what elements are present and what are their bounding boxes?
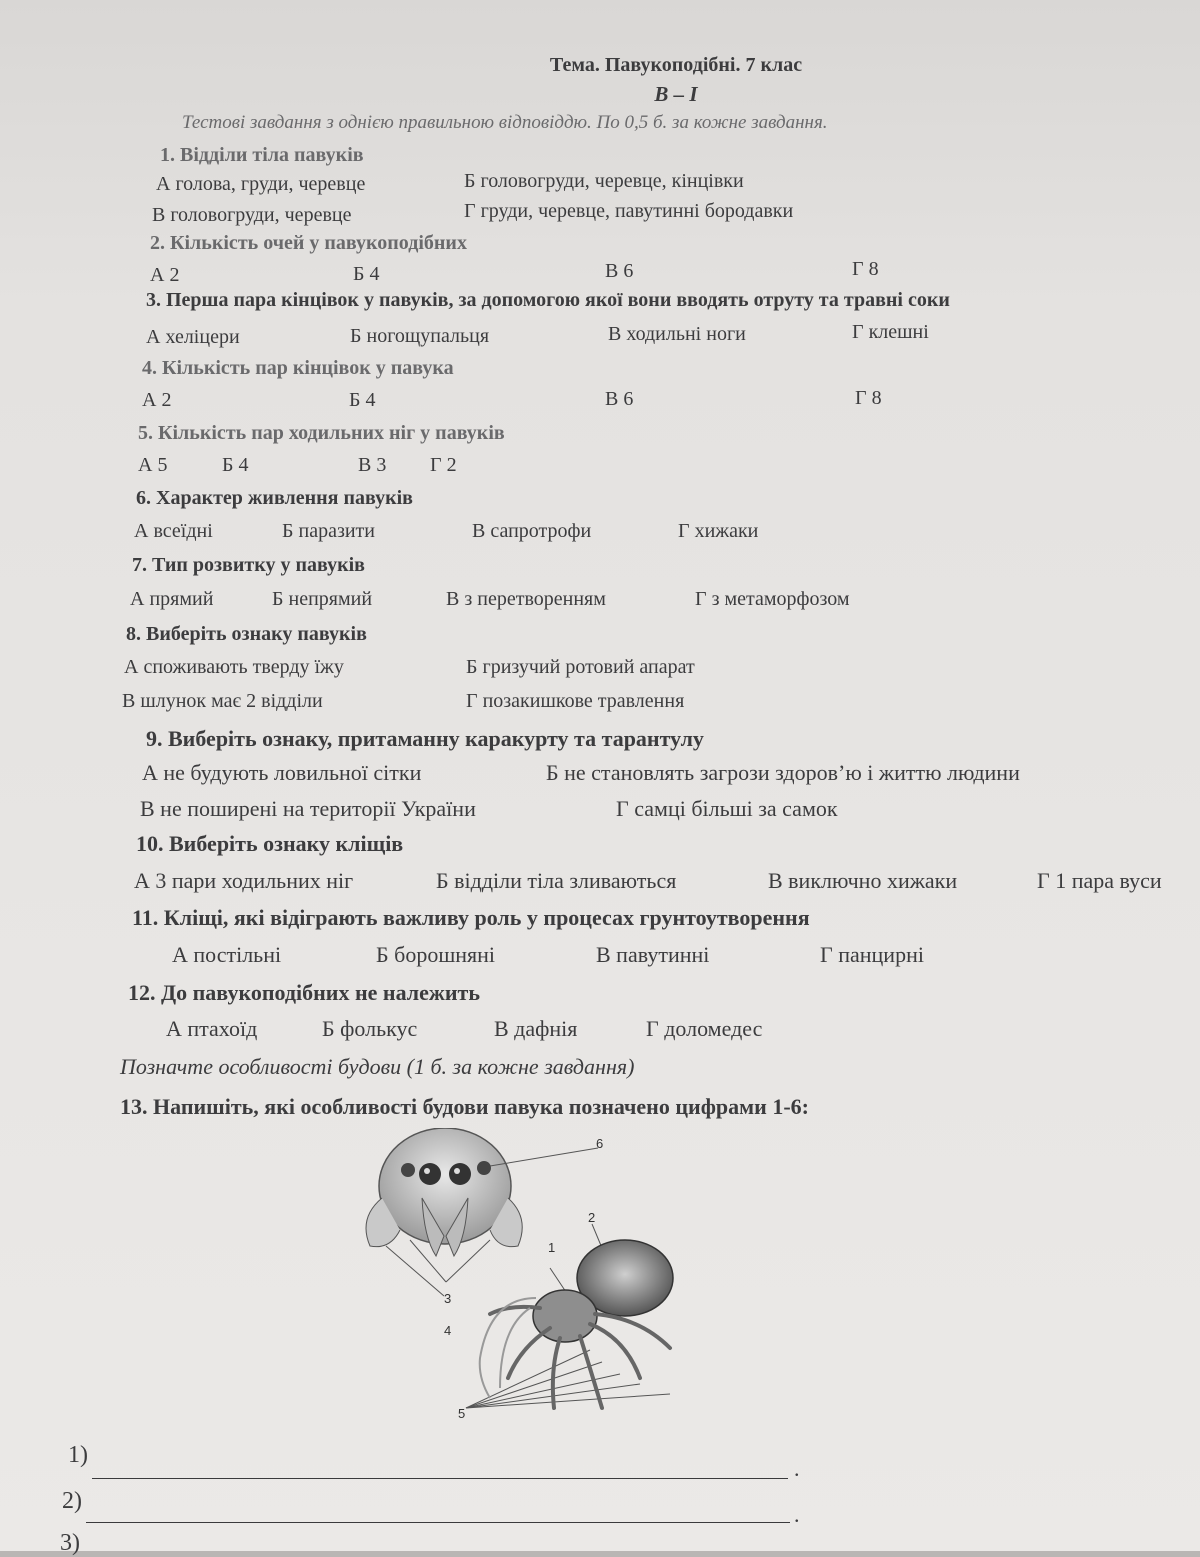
q9-option-a: А не будують ловильної сітки xyxy=(142,760,422,785)
answer-line-2[interactable] xyxy=(86,1522,790,1523)
q10-option-a: А 3 пари ходильних ніг xyxy=(134,868,354,893)
question-4: 4. Кількість пар кінцівок у павука xyxy=(142,357,454,379)
q7-option-c: В з перетворенням xyxy=(446,588,606,610)
answer-label-1: 1) xyxy=(68,1442,88,1468)
figure-label-1: 1 xyxy=(548,1240,556,1255)
q3-option-b: Б ногощупальця xyxy=(350,325,490,347)
q6-option-a: А всеїдні xyxy=(134,520,213,542)
figure-label-6: 6 xyxy=(596,1136,604,1151)
q6-option-c: В сапротрофи xyxy=(472,520,592,542)
q5-option-a: А 5 xyxy=(138,454,168,476)
q1-option-a: А голова, груди, черевце xyxy=(156,173,366,195)
question-3: 3. Перша пара кінцівок у павуків, за допомогою якої вони вводять отруту та травні соки xyxy=(146,289,950,311)
question-6: 6. Характер живлення павуків xyxy=(136,487,413,509)
answer-line-1[interactable] xyxy=(92,1478,788,1479)
variant-label: В – І xyxy=(654,82,698,106)
question-12: 12. До павукоподібних не належить xyxy=(128,980,480,1005)
q12-option-c: В дафнія xyxy=(494,1016,578,1041)
q7-option-d: Г з метаморфозом xyxy=(695,588,850,610)
q11-option-a: А постільні xyxy=(172,942,282,967)
answer-label-2: 2) xyxy=(62,1488,82,1514)
q8-option-a: А споживають тверду їжу xyxy=(124,656,344,678)
q5-option-c: В 3 xyxy=(358,454,387,476)
q1-option-d: Г груди, черевце, павутинні бородавки xyxy=(464,200,794,222)
q2-option-a: А 2 xyxy=(150,264,180,286)
q4-option-c: В 6 xyxy=(605,388,634,410)
q1-option-b: Б головогруди, черевце, кінцівки xyxy=(464,170,744,192)
q12-option-d: Г доломедес xyxy=(646,1016,763,1041)
question-7: 7. Тип розвитку у павуків xyxy=(132,554,365,576)
q8-option-d: Г позакишкове травлення xyxy=(466,690,685,712)
question-11: 11. Кліщі, які відіграють важливу роль у процесах грунтоутворення xyxy=(132,905,810,930)
q2-option-b: Б 4 xyxy=(353,263,380,285)
answer-line-1-end: . xyxy=(794,1456,800,1481)
q10-option-d: Г 1 пара вуси xyxy=(1037,868,1162,893)
spider-head-front-view xyxy=(366,1128,522,1256)
answer-line-2-end: . xyxy=(794,1502,800,1527)
q10-option-b: Б відділи тіла зливаються xyxy=(436,868,677,893)
q2-option-d: Г 8 xyxy=(852,258,879,280)
q11-option-c: В павутинні xyxy=(596,942,710,967)
q2-option-c: В 6 xyxy=(605,260,634,282)
q11-option-d: Г панцирні xyxy=(820,942,924,967)
figure-label-5: 5 xyxy=(458,1406,466,1421)
q10-option-c: В виключно хижаки xyxy=(768,868,958,893)
q3-option-a: А хеліцери xyxy=(146,326,240,348)
q8-option-c: В шлунок має 2 відділи xyxy=(122,690,323,712)
question-9: 9. Виберіть ознаку, притаманну каракурту та тарантулу xyxy=(146,726,704,751)
figure-label-4: 4 xyxy=(444,1323,452,1338)
q3-option-c: В ходильні ноги xyxy=(608,323,746,345)
q3-option-d: Г клешні xyxy=(852,321,929,343)
answer-label-3: 3) xyxy=(60,1530,80,1556)
question-2: 2. Кількість очей у павукоподібних xyxy=(150,232,467,254)
q5-option-d: Г 2 xyxy=(430,454,457,476)
q6-option-d: Г хижаки xyxy=(678,520,759,542)
question-8: 8. Виберіть ознаку павуків xyxy=(126,623,367,645)
question-13: 13. Напишіть, які особливості будови павука позначено цифрами 1-6: xyxy=(120,1094,809,1119)
q7-option-a: А прямий xyxy=(130,588,214,610)
section-heading: Позначте особливості будови (1 б. за кожне завдання) xyxy=(120,1054,635,1079)
q12-option-a: А птахоїд xyxy=(166,1016,258,1041)
q9-option-c: В не поширені на території України xyxy=(140,796,476,821)
q9-option-d: Г самці більші за самок xyxy=(616,796,838,821)
q4-option-a: А 2 xyxy=(142,389,172,411)
q9-option-b: Б не становлять загрози здоров’ю і життю людини xyxy=(546,760,1020,785)
q4-option-d: Г 8 xyxy=(855,387,882,409)
figure-label-3: 3 xyxy=(444,1291,452,1306)
spider-body-side-view xyxy=(480,1240,673,1408)
q4-option-b: Б 4 xyxy=(349,389,376,411)
spider-structure-figure xyxy=(340,1128,700,1428)
question-10: 10. Виберіть ознаку кліщів xyxy=(136,831,404,856)
q5-option-b: Б 4 xyxy=(222,454,249,476)
q7-option-b: Б непрямий xyxy=(272,588,373,610)
q11-option-b: Б борошняні xyxy=(376,942,496,967)
question-5: 5. Кількість пар ходильних ніг у павуків xyxy=(138,422,505,444)
figure-label-2: 2 xyxy=(588,1210,596,1225)
question-1: 1. Відділи тіла павуків xyxy=(160,144,364,166)
q1-option-c: В головогруди, черевце xyxy=(152,204,352,226)
q12-option-b: Б фолькус xyxy=(322,1016,418,1041)
q6-option-b: Б паразити xyxy=(282,520,375,542)
q8-option-b: Б гризучий ротовий апарат xyxy=(466,656,695,678)
instructions: Тестові завдання з однією правильною відповіддю. По 0,5 б. за кожне завдання. xyxy=(182,112,828,133)
page-title: Тема. Павукоподібні. 7 клас xyxy=(549,54,803,76)
